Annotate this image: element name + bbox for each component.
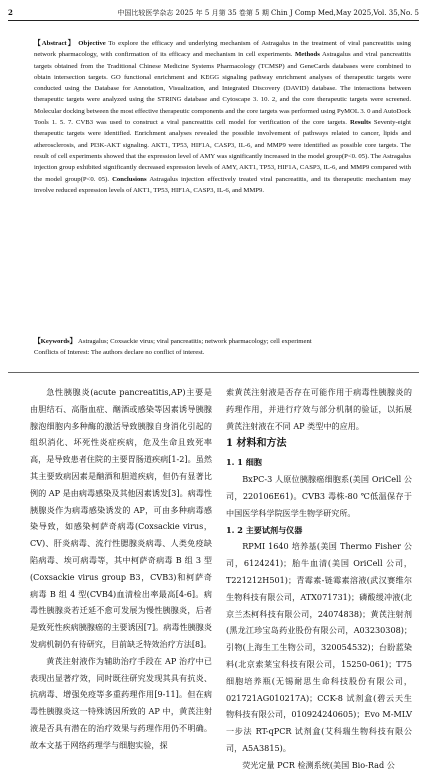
abstract-label: 【Abstract】 xyxy=(34,40,76,47)
subsection-title-cells: 1. 1 细胞 xyxy=(226,457,262,468)
journal-citation: 中国比较医学杂志 2025 年 5 月第 35 卷第 5 期 Chin J Comp Med,May 2025,Vol. 35,No. 5 xyxy=(117,9,419,17)
equipment-text: 荧光定量 PCR 检测系统(美国 Bio-Rad 公 xyxy=(242,759,395,770)
objective-label: Objective xyxy=(78,40,106,47)
subsection-title-reagents: 1. 2 主要试剂与仪器 xyxy=(226,524,303,535)
methods-label: Methods xyxy=(294,51,320,59)
right-column xyxy=(226,384,412,774)
intro-continued: 索黄芪注射液是否存在可能作用于病毒性胰腺炎的药理作用，并进行疗效与部分机制的验证，以拓展黄芪注射液在不同 AP 类型中的应用。 xyxy=(226,387,412,431)
results-text: Seventy-eight therapeutic targets were identified. Enrichment analyses revealed the possible involvement of pathways related to cancer, lipids and atherosclerosis, and PI3K-AKT signaling. AKT1, TP53, HIF1A, CASP3, IL-6, and MMP9 were identified as possible core targets. The result of cell experiments showed that the expression level of AMY was significantly increased in the model group(P<0. 05). The Astragalus injection group exhibited significantly decreased expression levels of AMY, AKT1, TP53, HIF1A, CASP3, IL-6, and MMP9 compared with the model group(P<0. 05). xyxy=(34,119,412,183)
conflict-statement: Conflicts of Interest: The authors declare no conflict of interest. xyxy=(34,349,205,357)
section-title-methods: 1 材料和方法 xyxy=(226,438,287,450)
abstract-divider xyxy=(8,372,419,373)
results-label: Results xyxy=(350,119,371,127)
intro-paragraph-1: 急性胰腺炎(acute pancreatitis,AP)主要是由胆结石、高脂血症、酗酒或感染等因素诱导胰腺腺泡细胞内多种酶的激活导致胰腺自身消化引起的组织消化、坏死性炎症疾病，危及生命且致死率高，是导致患者住院的主要胃肠道疾病[1-2]。虽然其主要致病因素是酗酒和胆道疾病，但仍有显著比例的 AP 是由病毒感染及其他因素诱发[3]。病毒性胰腺炎作为病毒感染诱发的 AP，可由多种病毒感染导致，如感染柯萨奇病毒(Coxsackie virus，CV)、肝炎病毒、流行性腮腺炎病毒、人类免疫缺陷病毒、埃可病毒等，其中柯萨奇病毒 B 组 3 型(Coxsackie virus group B3，CVB3)和柯萨奇病毒 B 组 4 型(CVB4)血清检出率最高[4-6]。病毒性胰腺炎若迁延不愈可发展为慢性胰腺炎，后者是致死性疾病胰腺癌的主要诱因[7]。病毒性胰腺炎发病机制仍有待研究，目前缺乏特效治疗方法[8]。 xyxy=(30,387,212,649)
methods-text: Astragalus and viral pancreatitis targets obtained from the Traditional Chinese Medicine Systems Pharmacology (TCMSP) and GeneCards databases were combined to obtain intersection targets. GO functional enrichment and KEGG signaling pathway enrichment analyses of therapeutic targets were conducted using the Database for Annotation, Visualization, and Integrated Discovery (DAVID) database. The interactions between therapeutic targets were analyzed using the STRING database and Cytoscape 3. 10. 2, and the core therapeutic targets were screened. Molecular docking between the most effective therapeutic components and the core targets was performed using PyMOL 3. 0 and AutoDock Tools 1. 5. 7. CVB3 was used to construct a viral pancreatitis cell model for verification of the core targets. xyxy=(34,51,411,127)
keywords-block xyxy=(34,336,411,359)
english-abstract xyxy=(34,38,411,196)
running-header xyxy=(8,6,419,20)
reagents-text: RPMI 1640 培养基(美国 Thermo Fisher 公司，6124241)；胎牛血清(美国 OriCell 公司，T221212H501)；青霉素-链霉素溶液(武汉赛维尔生物科技有限公司，ATX071731)；磷酸缓冲液(北京兰杰柯科技有限公司，24074838)；黄芪注射剂(黑龙江珍宝岛药业股份有限公司，A03230308)；引物(上海生工生物公司，320054532)；台盼蓝染料(北京索莱宝科技有限公司，15250-061)；T75 细胞培养瓶(无锡耐思生命科技股份有限公司，021721AG010217A)；CCK-8 试剂盒(碧云天生物科技有限公司，010924240605)；Evo M-MLV 一步法 RT-qPCR 试剂盒(艾科瑞生物科技有限公司，A5A3815)。 xyxy=(226,541,412,753)
keywords-label: 【Keywords】 xyxy=(34,338,77,345)
keywords-text: Astragalus; Coxsackie virus; viral pancreatitis; network pharmacology; cell experiment xyxy=(78,338,312,345)
objective-text: To explore the efficacy and underlying mechanism of Astragalus in the treatment of viral pancreatitis using network pharmacology, with confirmation of its efficacy and mechanism in cell experiments. xyxy=(34,40,411,59)
page-number: 2 xyxy=(8,8,13,17)
cells-text: BxPC-3 人原位胰腺癌细胞系(美国 OriCell 公司，220106E61)。CVB3 毒株-80 ℃低温保存于中国医学科学院医学生物学研究所。 xyxy=(226,474,412,518)
conclusions-text: Astragalus injection effectively treated viral pancreatitis, and its therapeutic mechanism may involve reduced expression levels of AKT1, TP53, HIF1A, CASP3, IL-6, and MMP9. xyxy=(34,175,412,194)
conclusions-label: Conclusions xyxy=(112,175,147,183)
left-column xyxy=(30,384,212,754)
header-rule xyxy=(8,20,419,21)
intro-paragraph-2: 黄芪注射液作为辅助治疗手段在 AP 治疗中已表现出显著疗效，同时既往研究发现其具有抗炎、抗病毒、增强免疫等多重药理作用[9-11]。但在病毒性胰腺炎这一特殊诱因所致的 AP 中，黄芪注射液是否具有潜在的治疗效果与药理作用仍不明确。故本文基于网络药理学与细胞实验，探 xyxy=(30,655,212,750)
